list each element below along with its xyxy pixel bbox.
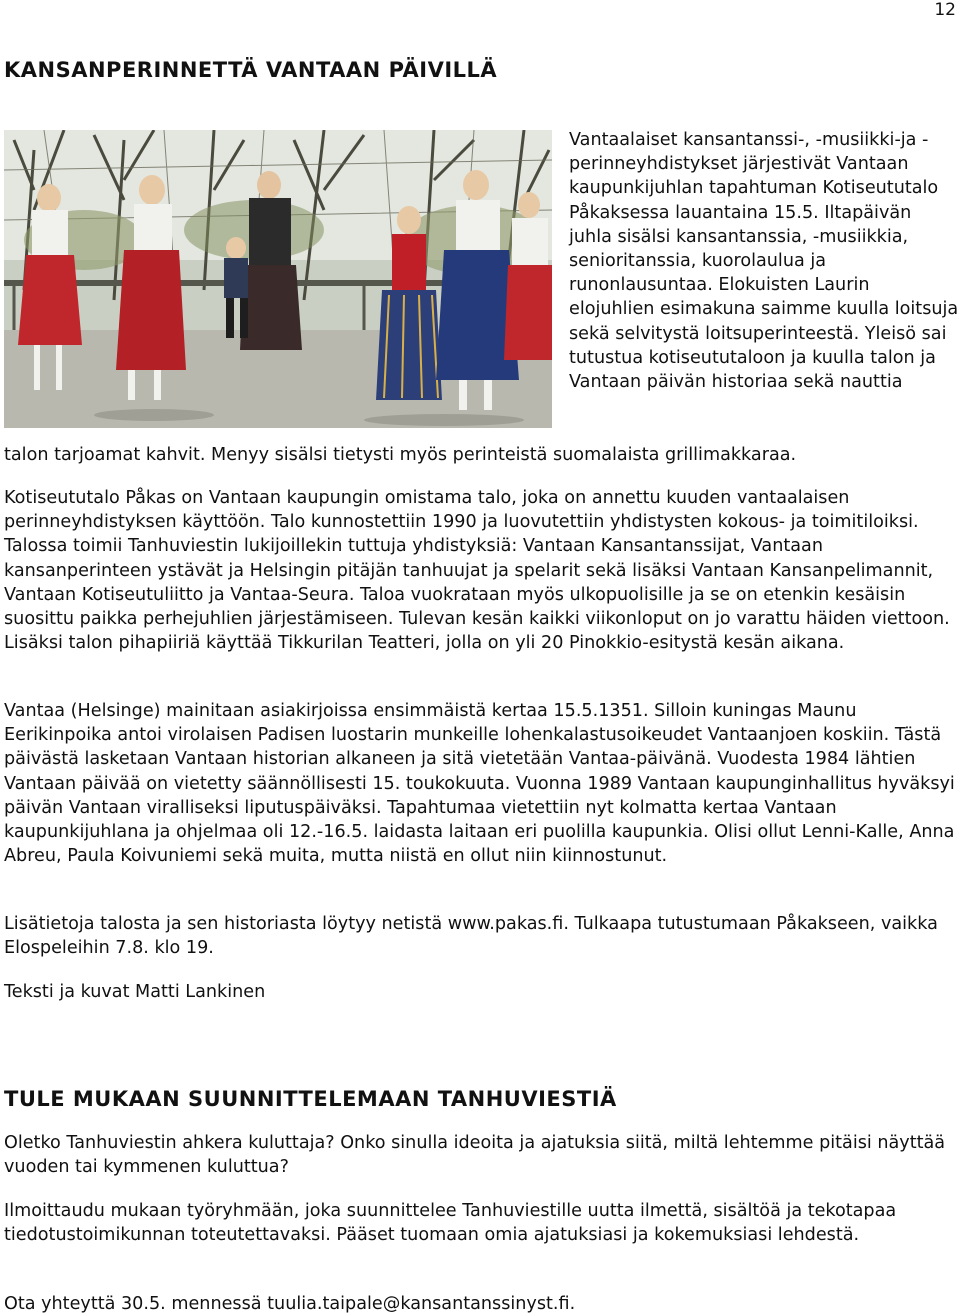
paragraph-pakas: Kotiseututalo Påkas on Vantaan kaupungin omistama talo, joka on annettu kuuden vantaalaisen perinneyhdistyksen käyttöön. Talo kunnostettiin 1990 ja luovutettiin yhdistysten kokous- ja toimitiloiksi. Talossa toimii Tanhuviestin lukijoillekin tuttuja yhdistyksiä: Vantaan Kansantanssijat, Vantaan kansanperinteen ystävät ja Helsingin pitäjän tanhuujat ja spelarit sekä lisäksi Vantaan Kansanpelimannit, Vantaan Kotiseutuliitto ja Vantaa-Seura. Taloa vuokrataan myös ulkopuolisille ja se on etenkin kesäisin suosittu paikka perhejuhlien järjestämiseen. Tulevan kesän kaikki viikonloput on jo varattu häiden viettoon. Lisäksi talon pihapiiriä käyttää Tikkurilan Teatteri, jolla on yli 20 Pinokkio-esitystä kesän aikana.	[4, 488, 950, 654]
paragraph-history: Vantaa (Helsinge) mainitaan asiakirjoissa ensimmäistä kertaa 15.5.1351. Silloin kuningas Maunu Eerikinpoika antoi virolaisen Padisen luostarin munkeille lohenkalastusoikeudet Vantaanjoen koskiin. Tästä päivästä lasketaan Vantaan historian alkaneen ja sitä vietetään Vantaa-päivänä. Vuodesta 1984 lähtien Vantaan päivää on vietetty säännöllisesti 15. toukokuuta. Vuonna 1989 Vantaan kaupunginhallitus hyväksyi päivän Vantaan viralliseksi liputuspäiväksi. Tapahtumaa vietettiin nyt kolmatta kertaa Vantaan kaupunkijuhlana ja ohjelmaa oli 12.-16.5. laidasta laitaan eri puolilla kaupunkia. Olisi ollut Lenni-Kalle, Anna Abreu, Paula Koivuniemi sekä muita, mutta niistä en ollut niin kiinnostunut.	[4, 701, 955, 867]
paragraph-more-info: Lisätietoja talosta ja sen historiasta löytyy netistä www.pakas.fi. Tulkaapa tutustumaan Påkakseen, vaikka Elospeleihin 7.8. klo 19.	[4, 914, 938, 959]
article-title: KANSANPERINNETTÄ VANTAAN PÄIVILLÄ	[4, 58, 498, 82]
folk-dance-photo	[4, 130, 552, 428]
paragraph-join: Ilmoittaudu mukaan työryhmään, joka suunnittelee Tanhuviestille uutta ilmettä, sisältöä ja tekotapaa tiedotustoimikunnan toteutettavaksi. Pääset tuomaan omia ajatuksiasi ja kokemuksiasi lehdestä.	[4, 1201, 897, 1246]
paragraph-contact: Ota yhteyttä 30.5. mennessä tuulia.taipale@kansantanssinyst.fi.	[4, 1294, 576, 1314]
author-credit: Teksti ja kuvat Matti Lankinen	[4, 982, 266, 1002]
intro-paragraph-side: Vantaalaiset kansantanssi-, -musiikki-ja -perinneyhdistykset järjestivät Vantaan kaupunkijuhlan tapahtuman Kotiseututalo Påkaksessa lauantaina 15.5. Iltapäivän juhla sisälsi kansantanssia, -musiikkia, senioritanssia, kuorolaulua ja runonlausuntaa. Elokuisten Laurin elojuhlien esimakuna saimme kuulla loitsuja sekä selvitystä loitsuperinteestä. Yleisö sai tutustua kotiseututaloon ja kuulla talon ja Vantaan päivän historiaa sekä nauttia	[569, 130, 959, 393]
page-number: 12	[934, 0, 956, 20]
folk-dance-photo-image	[4, 130, 552, 428]
paragraph-question: Oletko Tanhuviestin ahkera kuluttaja? Onko sinulla ideoita ja ajatuksia siitä, miltä lehtemme pitäisi näyttää vuoden tai kymmenen kuluttua?	[4, 1133, 946, 1178]
article2-title: TULE MUKAAN SUUNNITTELEMAAN TANHUVIESTIÄ	[4, 1087, 617, 1111]
intro-paragraph-continued: talon tarjoamat kahvit. Menyy sisälsi tietysti myös perinteistä suomalaista grillimakkaraa.	[4, 445, 797, 465]
